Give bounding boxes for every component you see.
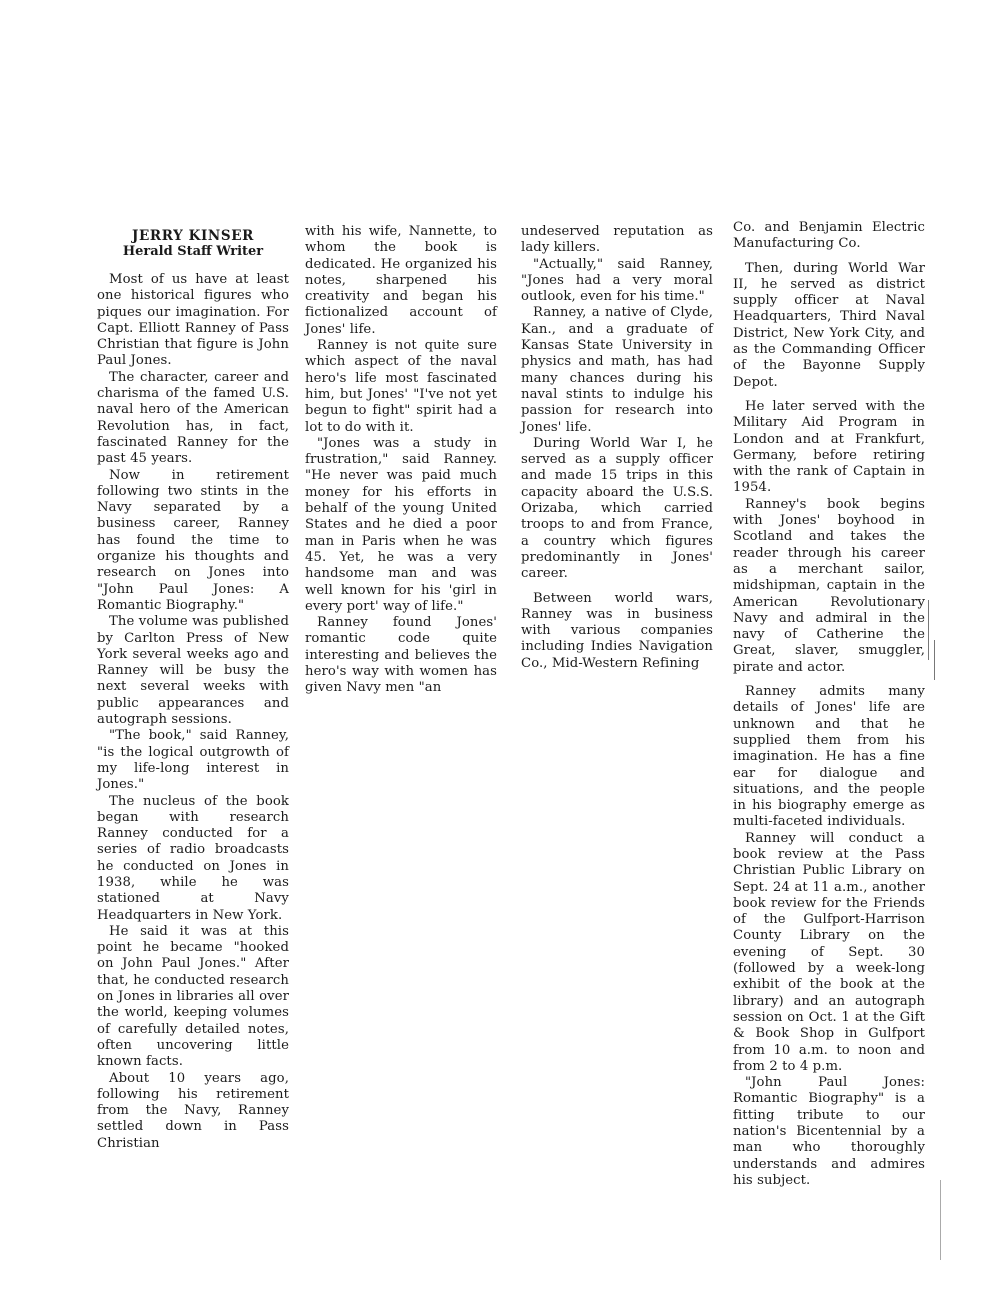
byline xyxy=(97,228,289,260)
paragraph: with his wife, Nannette, to whom the book is dedicated. He organized his notes, sharpened his creativity and began his fictionalized account of Jones' life. xyxy=(305,224,497,337)
paragraph: The nucleus of the book began with research Ranney conducted for a series of radio broadcasts he conducted on Jones in 1938, while he was stationed at Navy Headquarters in New York. xyxy=(97,793,289,923)
paragraph: He later served with the Military Aid Program in London and at Frankfurt, Germany, before retiring with the rank of Captain in 1954. xyxy=(733,398,925,496)
paragraph: Ranney admits many details of Jones' life are unknown and that he supplied them from his imagination. He has a fine ear for dialogue and situations, and the people in his biography emerge as multi-faceted individuals. xyxy=(733,684,925,830)
paragraph: Ranney is not quite sure which aspect of the naval hero's life most fascinated him, but Jones' "I've not yet begun to fight" spirit had a lot to do with it. xyxy=(305,338,497,435)
clipping-edge-mark xyxy=(934,640,935,680)
article-column-3 xyxy=(521,224,713,672)
clipping-edge-mark xyxy=(928,600,929,660)
article-column-2 xyxy=(305,224,497,697)
paragraph: He said it was at this point he became "hooked on John Paul Jones." After that, he conducted research on Jones in libraries all over the world, keeping volumes of carefully detailed notes, often uncovering little known facts. xyxy=(97,923,289,1070)
article-column-4 xyxy=(733,220,925,1189)
paragraph: During World War I, he served as a supply officer and made 15 trips in this capacity aboard the U.S.S. Orizaba, which carried troops to and from France, a country which figures predominantly in Jones' career. xyxy=(521,435,713,582)
paragraph: Co. and Benjamin Electric Manufacturing Co. xyxy=(733,220,925,252)
paragraph: "Jones was a study in frustration," said Ranney. "He never was paid much money for his efforts in behalf of the young United States and he died a poor man in Paris when he was 45. Yet, he was a very handsome man and was well known for his 'girl in every port' way of life." xyxy=(305,435,497,614)
paragraph: "The book," said Ranney, "is the logical outgrowth of my life-long interest in Jones." xyxy=(97,728,289,793)
paragraph: Most of us have at least one historical figures who piques our imagination. For Capt. Elliott Ranney of Pass Christian that figure is John Paul Jones. xyxy=(97,272,289,369)
paragraph: The character, career and charisma of the famed U.S. naval hero of the American Revolution has, in fact, fascinated Ranney for the past 45 years. xyxy=(97,369,289,467)
paragraph: Ranney will conduct a book review at the Pass Christian Public Library on Sept. 24 at 11 a.m., another book review for the Friends of the Gulfport-Harrison County Library on the evening of Sept. 30 (followed by a week-long exhibit of the book at the library) and an autograph session on Oct. 1 at the Gift & Book Shop in Gulfport from 10 a.m. to noon and from 2 to 4 p.m. xyxy=(733,830,925,1074)
clipping-edge-mark xyxy=(940,1180,941,1260)
paragraph: "John Paul Jones: Romantic Biography" is a fitting tribute to our nation's Bicentennial by a man who thoroughly understands and admires his subject. xyxy=(733,1075,925,1188)
paragraph: The volume was published by Carlton Press of New York several weeks ago and Ranney will be busy the next several weeks with public appearances and autograph sessions. xyxy=(97,614,289,728)
paragraph: Between world wars, Ranney was in business with various companies including Indies Navigation Co., Mid-Western Refining xyxy=(521,590,713,671)
paragraph: "Actually," said Ranney, "Jones had a very moral outlook, even for his time." xyxy=(521,256,713,305)
author-name: JERRY KINSER xyxy=(132,228,254,244)
paragraph: Ranney, a native of Clyde, Kan., and a graduate of Kansas State University in physics and math, has had many chances during his naval stints to indulge his passion for research into Jones' life. xyxy=(521,305,713,435)
paragraph: Then, during World War II, he served as district supply officer at Naval Headquarters, Third Naval District, New York City, and as the Commanding Officer of the Bayonne Supply Depot. xyxy=(733,260,925,390)
paragraph: About 10 years ago, following his retirement from the Navy, Ranney settled down in Pass Christian xyxy=(97,1070,289,1151)
author-role: Herald Staff Writer xyxy=(122,244,264,259)
paragraph: Now in retirement following two stints in the Navy separated by a business career, Ranney has found the time to organize his thoughts and research on Jones into "John Paul Jones: A Romantic Biography." xyxy=(97,467,289,613)
article-column-1 xyxy=(97,272,289,1152)
paragraph: Ranney found Jones' romantic code quite interesting and believes the hero's way with women has given Navy men "an xyxy=(305,615,497,696)
paragraph: Ranney's book begins with Jones' boyhood in Scotland and takes the reader through his career as a merchant sailor, midshipman, captain in the American Revolutionary Navy and admiral in the navy of Catherine the Great, slaver, smuggler, pirate and actor. xyxy=(733,496,925,675)
paragraph: undeserved reputation as lady killers. xyxy=(521,224,713,256)
